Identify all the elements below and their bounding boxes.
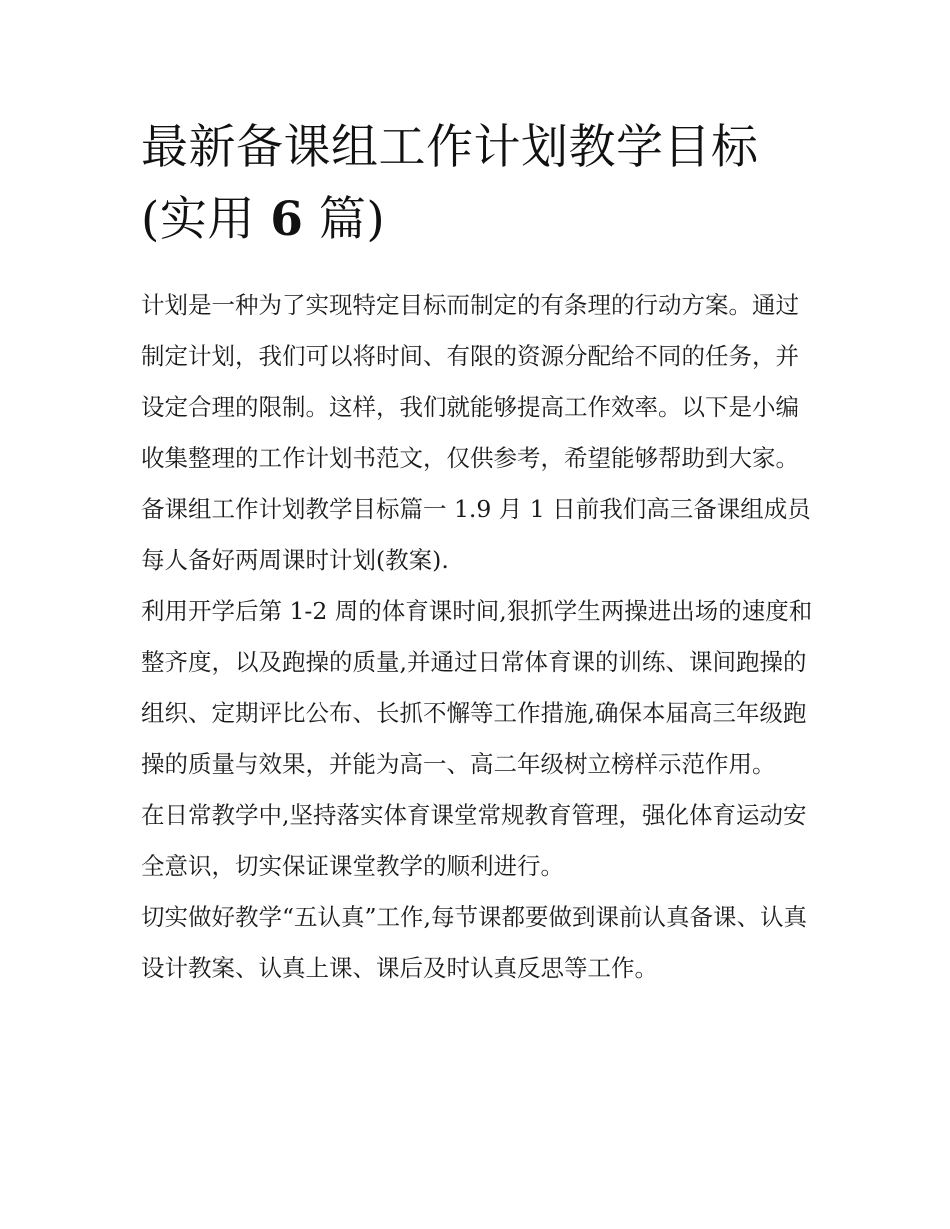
- page-title: [141, 112, 813, 256]
- document-content: [141, 112, 813, 994]
- title-line-2-suffix: 篇): [303, 192, 386, 247]
- paragraph-section-one: 备课组工作计划教学目标篇一 1.9 月 1 日前我们高三备课组成员每人备好两周课时计划(教案).: [141, 495, 811, 574]
- paragraph-morning-exercise: 利用开学后第 1-2 周的体育课时间,狠抓学生两操进出场的速度和整齐度，以及跑操的质量,并通过日常体育课的训练、课间跑操的组织、定期评比公布、长抓不懈等工作措施,确保本届高三年级跑操的质量与效果，并能为高一、高二年级树立榜样示范作用。: [141, 597, 813, 778]
- paragraph-intro: 计划是一种为了实现特定目标而制定的有条理的行动方案。通过制定计划，我们可以将时间、有限的资源分配给不同的任务，并设定合理的限制。这样，我们就能够提高工作效率。以下是小编收集整理的工作计划书范文，仅供参考，希望能够帮助到大家。: [141, 291, 799, 472]
- title-line-1: 最新备课组工作计划教学目标: [141, 120, 759, 175]
- paragraph-classroom-management: 在日常教学中,坚持落实体育课堂常规教育管理，强化体育运动安全意识，切实保证课堂教学的顺利进行。: [141, 801, 807, 880]
- title-line-2-prefix: (实用: [141, 192, 271, 247]
- document-body: [141, 280, 813, 994]
- title-line-2-number: 6: [270, 192, 304, 247]
- paragraph-five-earnest: 切实做好教学“五认真”工作,每节课都要做到课前认真备课、认真设计教案、认真上课、课后及时认真反思等工作。: [141, 903, 807, 982]
